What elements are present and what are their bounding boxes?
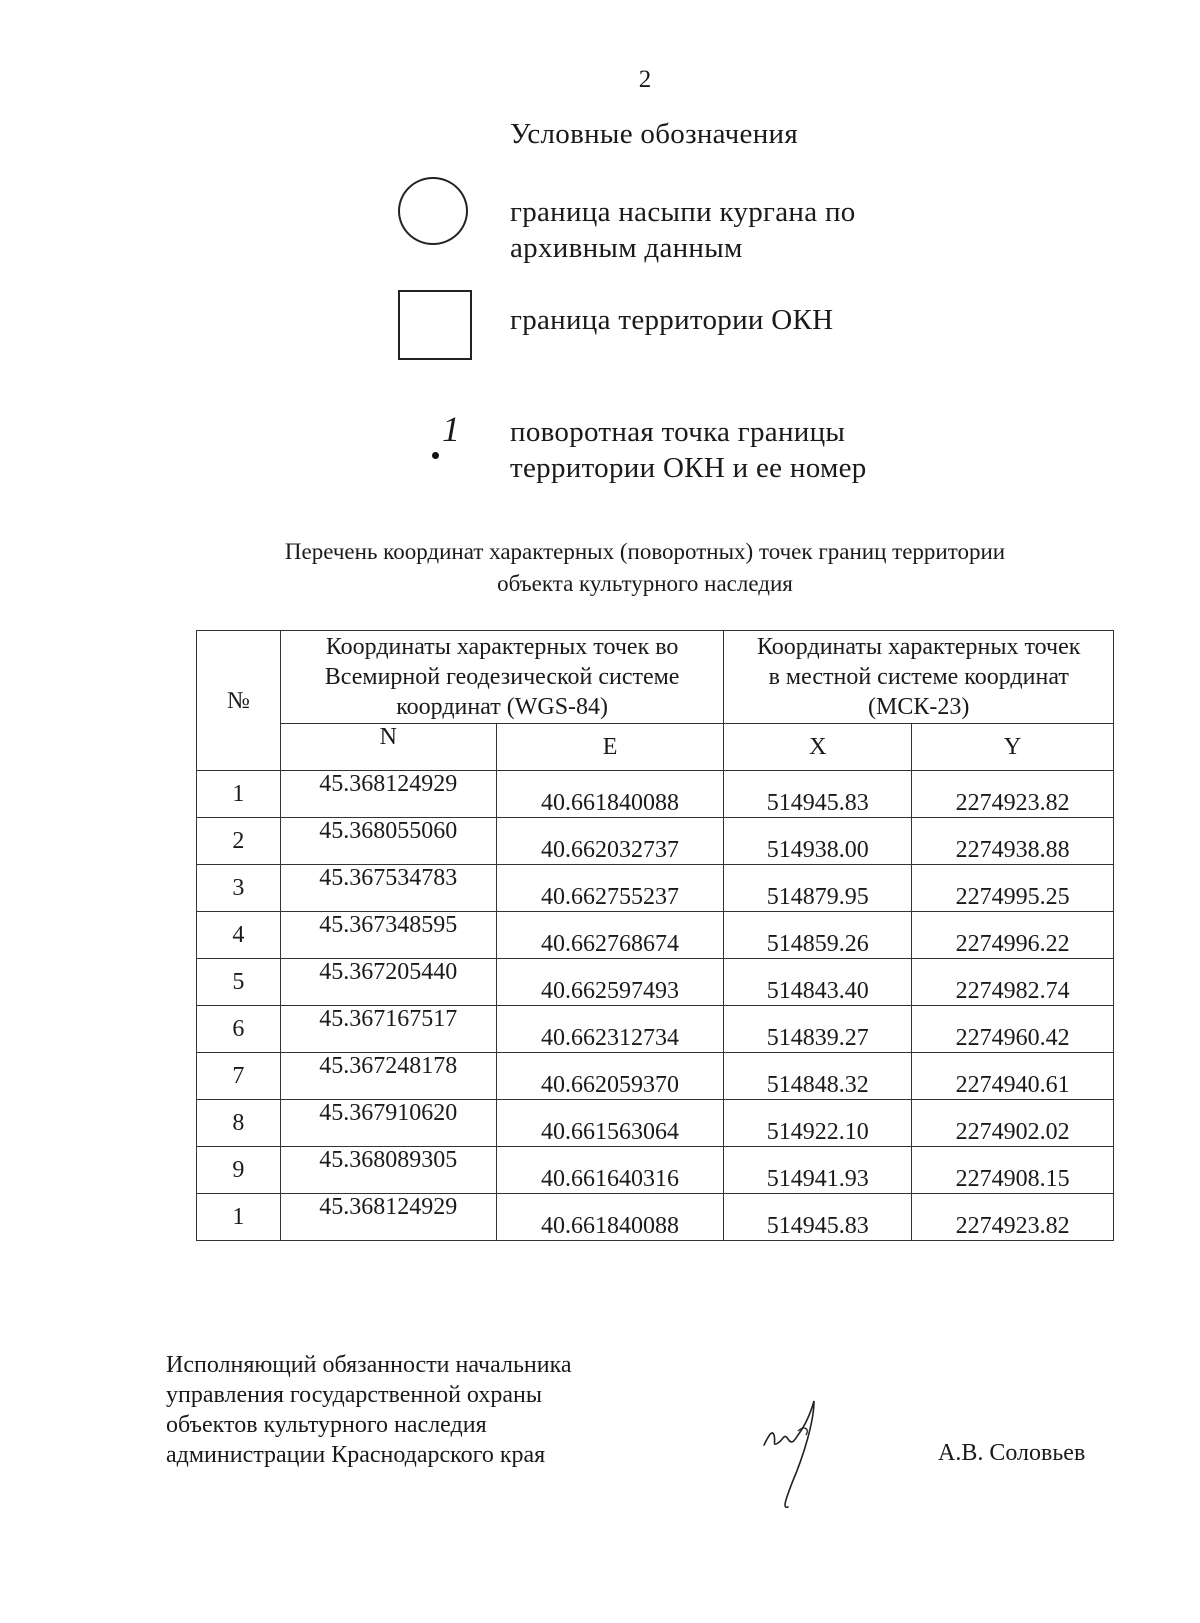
legend-item-turning-point: поворотная точка границы территории ОКН и ее номер [510, 416, 867, 484]
cell-e: 40.662059370 [496, 1053, 724, 1100]
cell-y: 2274960.42 [912, 1006, 1114, 1053]
cell-e: 40.661640316 [496, 1147, 724, 1194]
cell-n: 45.368055060 [280, 818, 496, 865]
header-msk23: Координаты характерных точек в местной системе координат (МСК-23) [724, 631, 1114, 724]
cell-y: 2274940.61 [912, 1053, 1114, 1100]
cell-n: 45.367910620 [280, 1100, 496, 1147]
cell-number: 2 [197, 818, 281, 865]
cell-x: 514941.93 [724, 1147, 912, 1194]
cell-x: 514879.95 [724, 865, 912, 912]
cell-n: 45.368124929 [280, 771, 496, 818]
cell-n: 45.368124929 [280, 1194, 496, 1241]
cell-number: 9 [197, 1147, 281, 1194]
legend-title: Условные обозначения [510, 118, 798, 150]
cell-number: 6 [197, 1006, 281, 1053]
coordinates-table-body [197, 771, 1114, 1241]
cell-x: 514843.40 [724, 959, 912, 1006]
cell-x: 514839.27 [724, 1006, 912, 1053]
table-row [197, 959, 1114, 1006]
caption-line-1: Перечень координат характерных (поворотных) точек границ территории [284, 539, 1006, 564]
cell-e: 40.662032737 [496, 818, 724, 865]
signer-name: А.В. Соловьев [938, 1440, 1086, 1466]
page-number: 2 [638, 66, 652, 93]
cell-n: 45.367205440 [280, 959, 496, 1006]
legend-item-mound-boundary: граница насыпи кургана по архивным данным [510, 196, 856, 264]
cell-e: 40.661840088 [496, 1194, 724, 1241]
cell-x: 514945.83 [724, 1194, 912, 1241]
caption-line-2: объекта культурного наследия [497, 571, 793, 596]
cell-number: 1 [197, 771, 281, 818]
header-wgs84: Координаты характерных точек во Всемирной геодезической системе координат (WGS-84) [280, 631, 724, 724]
cell-number: 4 [197, 912, 281, 959]
cell-e: 40.662597493 [496, 959, 724, 1006]
table-row [197, 818, 1114, 865]
circle-icon [398, 177, 468, 245]
cell-y: 2274908.15 [912, 1147, 1114, 1194]
table-row [197, 865, 1114, 912]
table-row [197, 1006, 1114, 1053]
header-x: X [724, 724, 912, 771]
cell-x: 514922.10 [724, 1100, 912, 1147]
table-row [197, 771, 1114, 818]
cell-x: 514848.32 [724, 1053, 912, 1100]
cell-number: 8 [197, 1100, 281, 1147]
coordinates-table [196, 630, 1114, 1241]
cell-y: 2274995.25 [912, 865, 1114, 912]
cell-number: 3 [197, 865, 281, 912]
cell-n: 45.367248178 [280, 1053, 496, 1100]
cell-e: 40.661840088 [496, 771, 724, 818]
cell-e: 40.662768674 [496, 912, 724, 959]
cell-x: 514945.83 [724, 771, 912, 818]
cell-x: 514938.00 [724, 818, 912, 865]
turning-point-icon [432, 409, 472, 462]
cell-n: 45.367348595 [280, 912, 496, 959]
cell-y: 2274923.82 [912, 771, 1114, 818]
table-row [197, 1147, 1114, 1194]
cell-y: 2274938.88 [912, 818, 1114, 865]
header-number: № [197, 631, 281, 771]
table-row [197, 912, 1114, 959]
cell-e: 40.662755237 [496, 865, 724, 912]
signatory-position-line-3: объектов культурного наследия [166, 1412, 487, 1438]
table-row [197, 1194, 1114, 1241]
cell-n: 45.368089305 [280, 1147, 496, 1194]
cell-n: 45.367534783 [280, 865, 496, 912]
cell-y: 2274982.74 [912, 959, 1114, 1006]
signature-block [166, 1350, 686, 1470]
table-row [197, 1100, 1114, 1147]
signatory-position-line-4: администрации Краснодарского края [166, 1442, 546, 1468]
cell-number: 5 [197, 959, 281, 1006]
cell-y: 2274902.02 [912, 1100, 1114, 1147]
header-n: N [280, 724, 496, 771]
square-icon [398, 290, 472, 360]
point-dot-icon [432, 452, 439, 459]
header-y: Y [912, 724, 1114, 771]
signatory-position-line-2: управления государственной охраны [166, 1382, 542, 1408]
cell-e: 40.662312734 [496, 1006, 724, 1053]
cell-number: 7 [197, 1053, 281, 1100]
cell-y: 2274996.22 [912, 912, 1114, 959]
cell-e: 40.661563064 [496, 1100, 724, 1147]
table-row [197, 1053, 1114, 1100]
cell-n: 45.367167517 [280, 1006, 496, 1053]
table-caption [150, 536, 1140, 600]
cell-x: 514859.26 [724, 912, 912, 959]
handwritten-signature [758, 1395, 838, 1515]
turning-point-marker: 1 [442, 409, 460, 449]
cell-y: 2274923.82 [912, 1194, 1114, 1241]
legend-item-territory-boundary: граница территории ОКН [510, 304, 834, 336]
signatory-position-line-1: Исполняющий обязанности начальника [166, 1352, 572, 1378]
header-e: E [496, 724, 724, 771]
cell-number: 1 [197, 1194, 281, 1241]
